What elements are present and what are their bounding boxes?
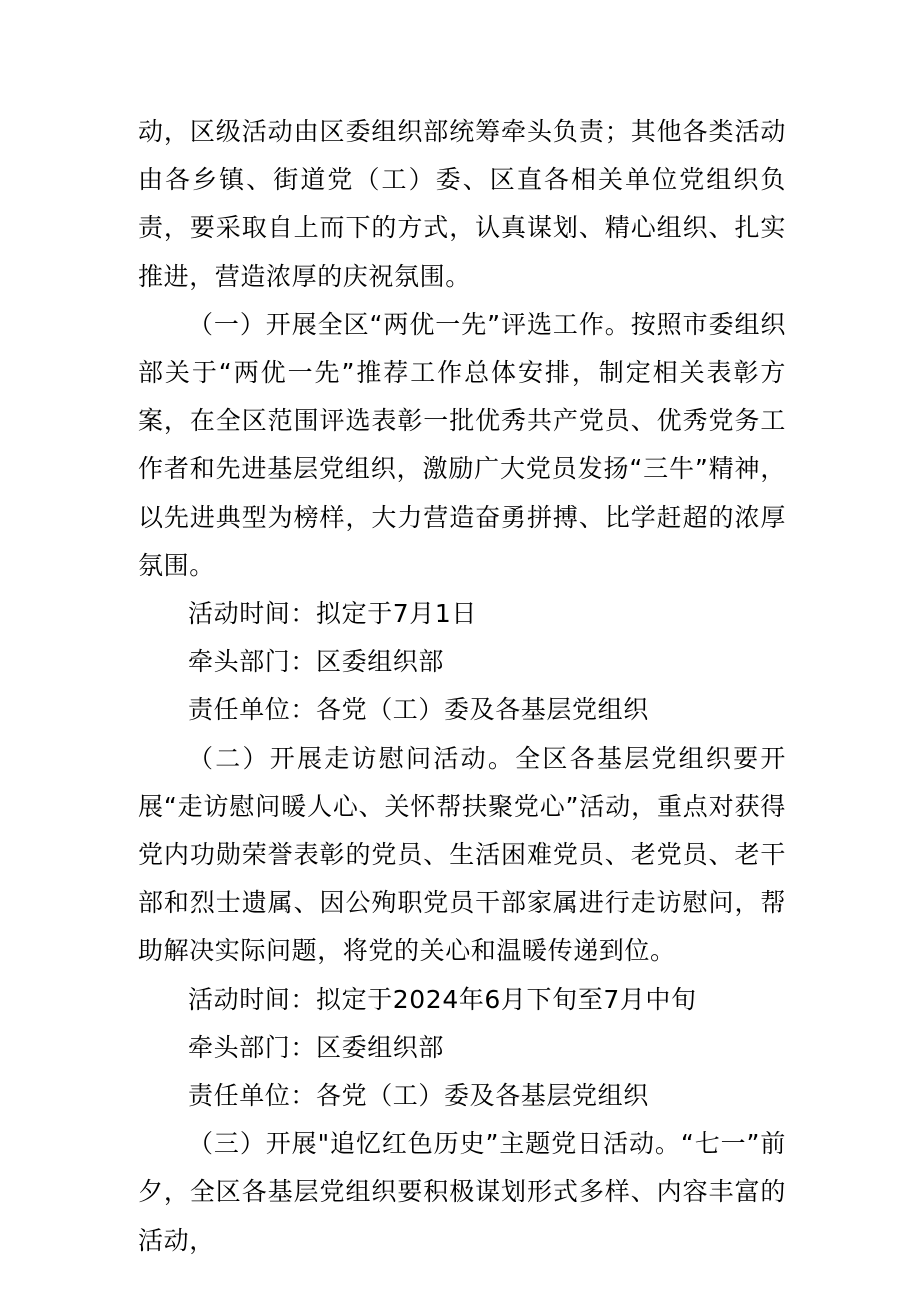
paragraph-intro: 动，区级活动由区委组织部统筹牵头负责；其他各类活动由各乡镇、街道党（工）委、区直各相关单位党组织负责，要采取自上而下的方式，认真谋划、精心组织、扎实推进，营造浓厚的庆祝氛围。 [138,117,786,291]
section-2-activity-time: 活动时间：拟定于2024年6月下旬至7月中旬 [188,984,697,1014]
section-1-lead-department: 牵头部门：区委组织部 [188,647,445,677]
paragraph-section-1: （一）开展全区“两优一先”评选工作。按照市委组织部关于“两优一先”推荐工作总体安排，制定相关表彰方案，在全区范围评选表彰一批优秀共产党员、优秀党务工作者和先进基层党组织，激励广大党员发扬“三牛”精神，以先进典型为榜样，大力营造奋勇拼搏、比学赶超的浓厚氛围。 [138,309,786,580]
section-2-lead-department: 牵头部门：区委组织部 [188,1032,445,1062]
section-2-responsible-units: 责任单位：各党（工）委及各基层党组织 [188,1081,649,1111]
section-1-activity-time: 活动时间：拟定于7月1日 [188,599,478,629]
paragraph-section-3: （三）开展"追忆红色历史”主题党日活动。“七一”前夕，全区各基层党组织要积极谋划形式多样、内容丰富的活动， [138,1129,786,1255]
document-body [138,108,786,1265]
section-1-responsible-units: 责任单位：各党（工）委及各基层党组织 [188,695,649,725]
paragraph-section-2: （二）开展走访慰问活动。全区各基层党组织要开展“走访慰问暖人心、关怀帮扶聚党心”活动，重点对获得党内功勋荣誉表彰的党员、生活困难党员、老党员、老干部和烈士遗属、因公殉职党员干部家属进行走访慰问，帮助解决实际问题，将党的关心和温暖传递到位。 [138,743,786,966]
